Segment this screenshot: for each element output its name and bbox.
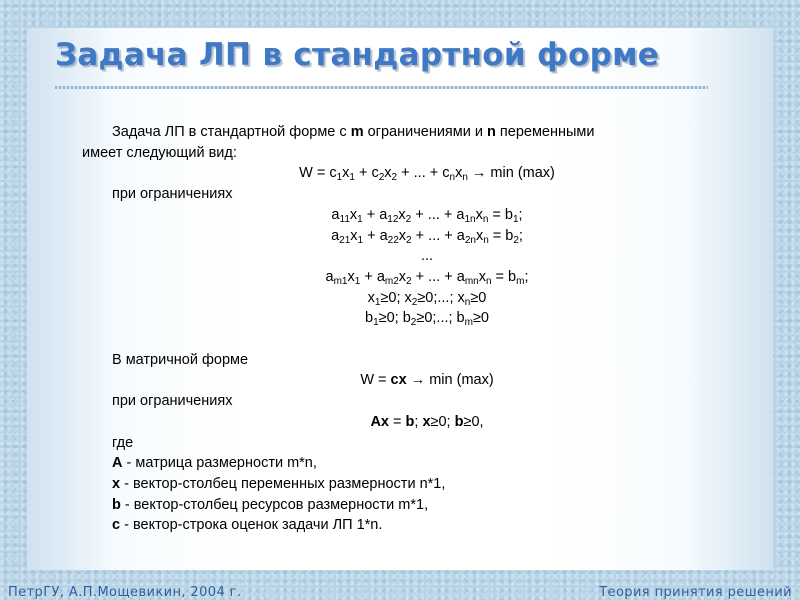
definitions-list	[82, 453, 682, 536]
where-label: где	[112, 434, 134, 451]
constraint-row: $a_{m1}x_1 + a_{m2}x_2$ + ... + $a_{mn}x_n = b_m$;	[325, 268, 529, 287]
matrix-constraints-label: при ограничениях	[112, 393, 233, 410]
definition-symbol: A	[112, 455, 123, 472]
slide-content	[82, 122, 682, 536]
footer-course: Теория принятия решений	[599, 585, 792, 600]
footer-author: ПетрГУ, А.П.Мощевикин, 2004 г.	[8, 585, 242, 600]
constraints-system	[82, 205, 682, 329]
intro-line-2: имеет следующий вид:	[82, 144, 237, 161]
matrix-form-label: В матричной форме	[112, 351, 249, 368]
definition-symbol: x	[112, 475, 121, 492]
definition-text: - вектор-строка оценок задачи ЛП 1*n.	[120, 517, 383, 534]
title-underline	[55, 86, 708, 89]
definition-item	[82, 495, 682, 516]
matrix-constraints: Ax = b; x≥0; b≥0,	[370, 413, 484, 430]
definition-item	[82, 515, 682, 536]
definition-text: - матрица размерности m*n,	[122, 455, 317, 472]
constraint-row: $a_{11}x_1 + a_{12}x_2$ + ... + $a_{1n}x_n = b_1$;	[331, 206, 523, 225]
objective-function: $W = c_1x_1 + c_2x_2$ + ... + $c_nx_n \to \min (\max)$	[299, 165, 555, 184]
constraint-row: $a_{21}x_1 + a_{22}x_2$ + ... + $a_{2n}x_n = b_2$;	[331, 227, 523, 246]
constraint-row: $x_1\ge 0$; $x_2\ge 0$;...; $x_n\ge 0$	[367, 289, 487, 308]
slide-title: Задача ЛП в стандартной форме	[55, 37, 660, 73]
definition-symbol: b	[112, 496, 121, 513]
definition-item	[82, 474, 682, 495]
definition-text: - вектор-столбец переменных размерности n*1,	[120, 475, 446, 492]
constraint-row: ...	[420, 248, 434, 265]
intro-line-1: Задача ЛП в стандартной форме с m ограничениями и n переменными	[112, 124, 595, 140]
definition-item	[82, 453, 682, 474]
spacer	[82, 329, 682, 350]
constraint-row: $b_1\ge 0$; $b_2\ge 0$;...; $b_m\ge 0$	[365, 310, 489, 329]
matrix-objective: W = cx → min (max)	[360, 372, 494, 389]
definition-text: - вектор-столбец ресурсов размерности m*1,	[120, 496, 429, 513]
definition-symbol: c	[112, 517, 121, 534]
constraints-label: при ограничениях	[112, 186, 233, 203]
